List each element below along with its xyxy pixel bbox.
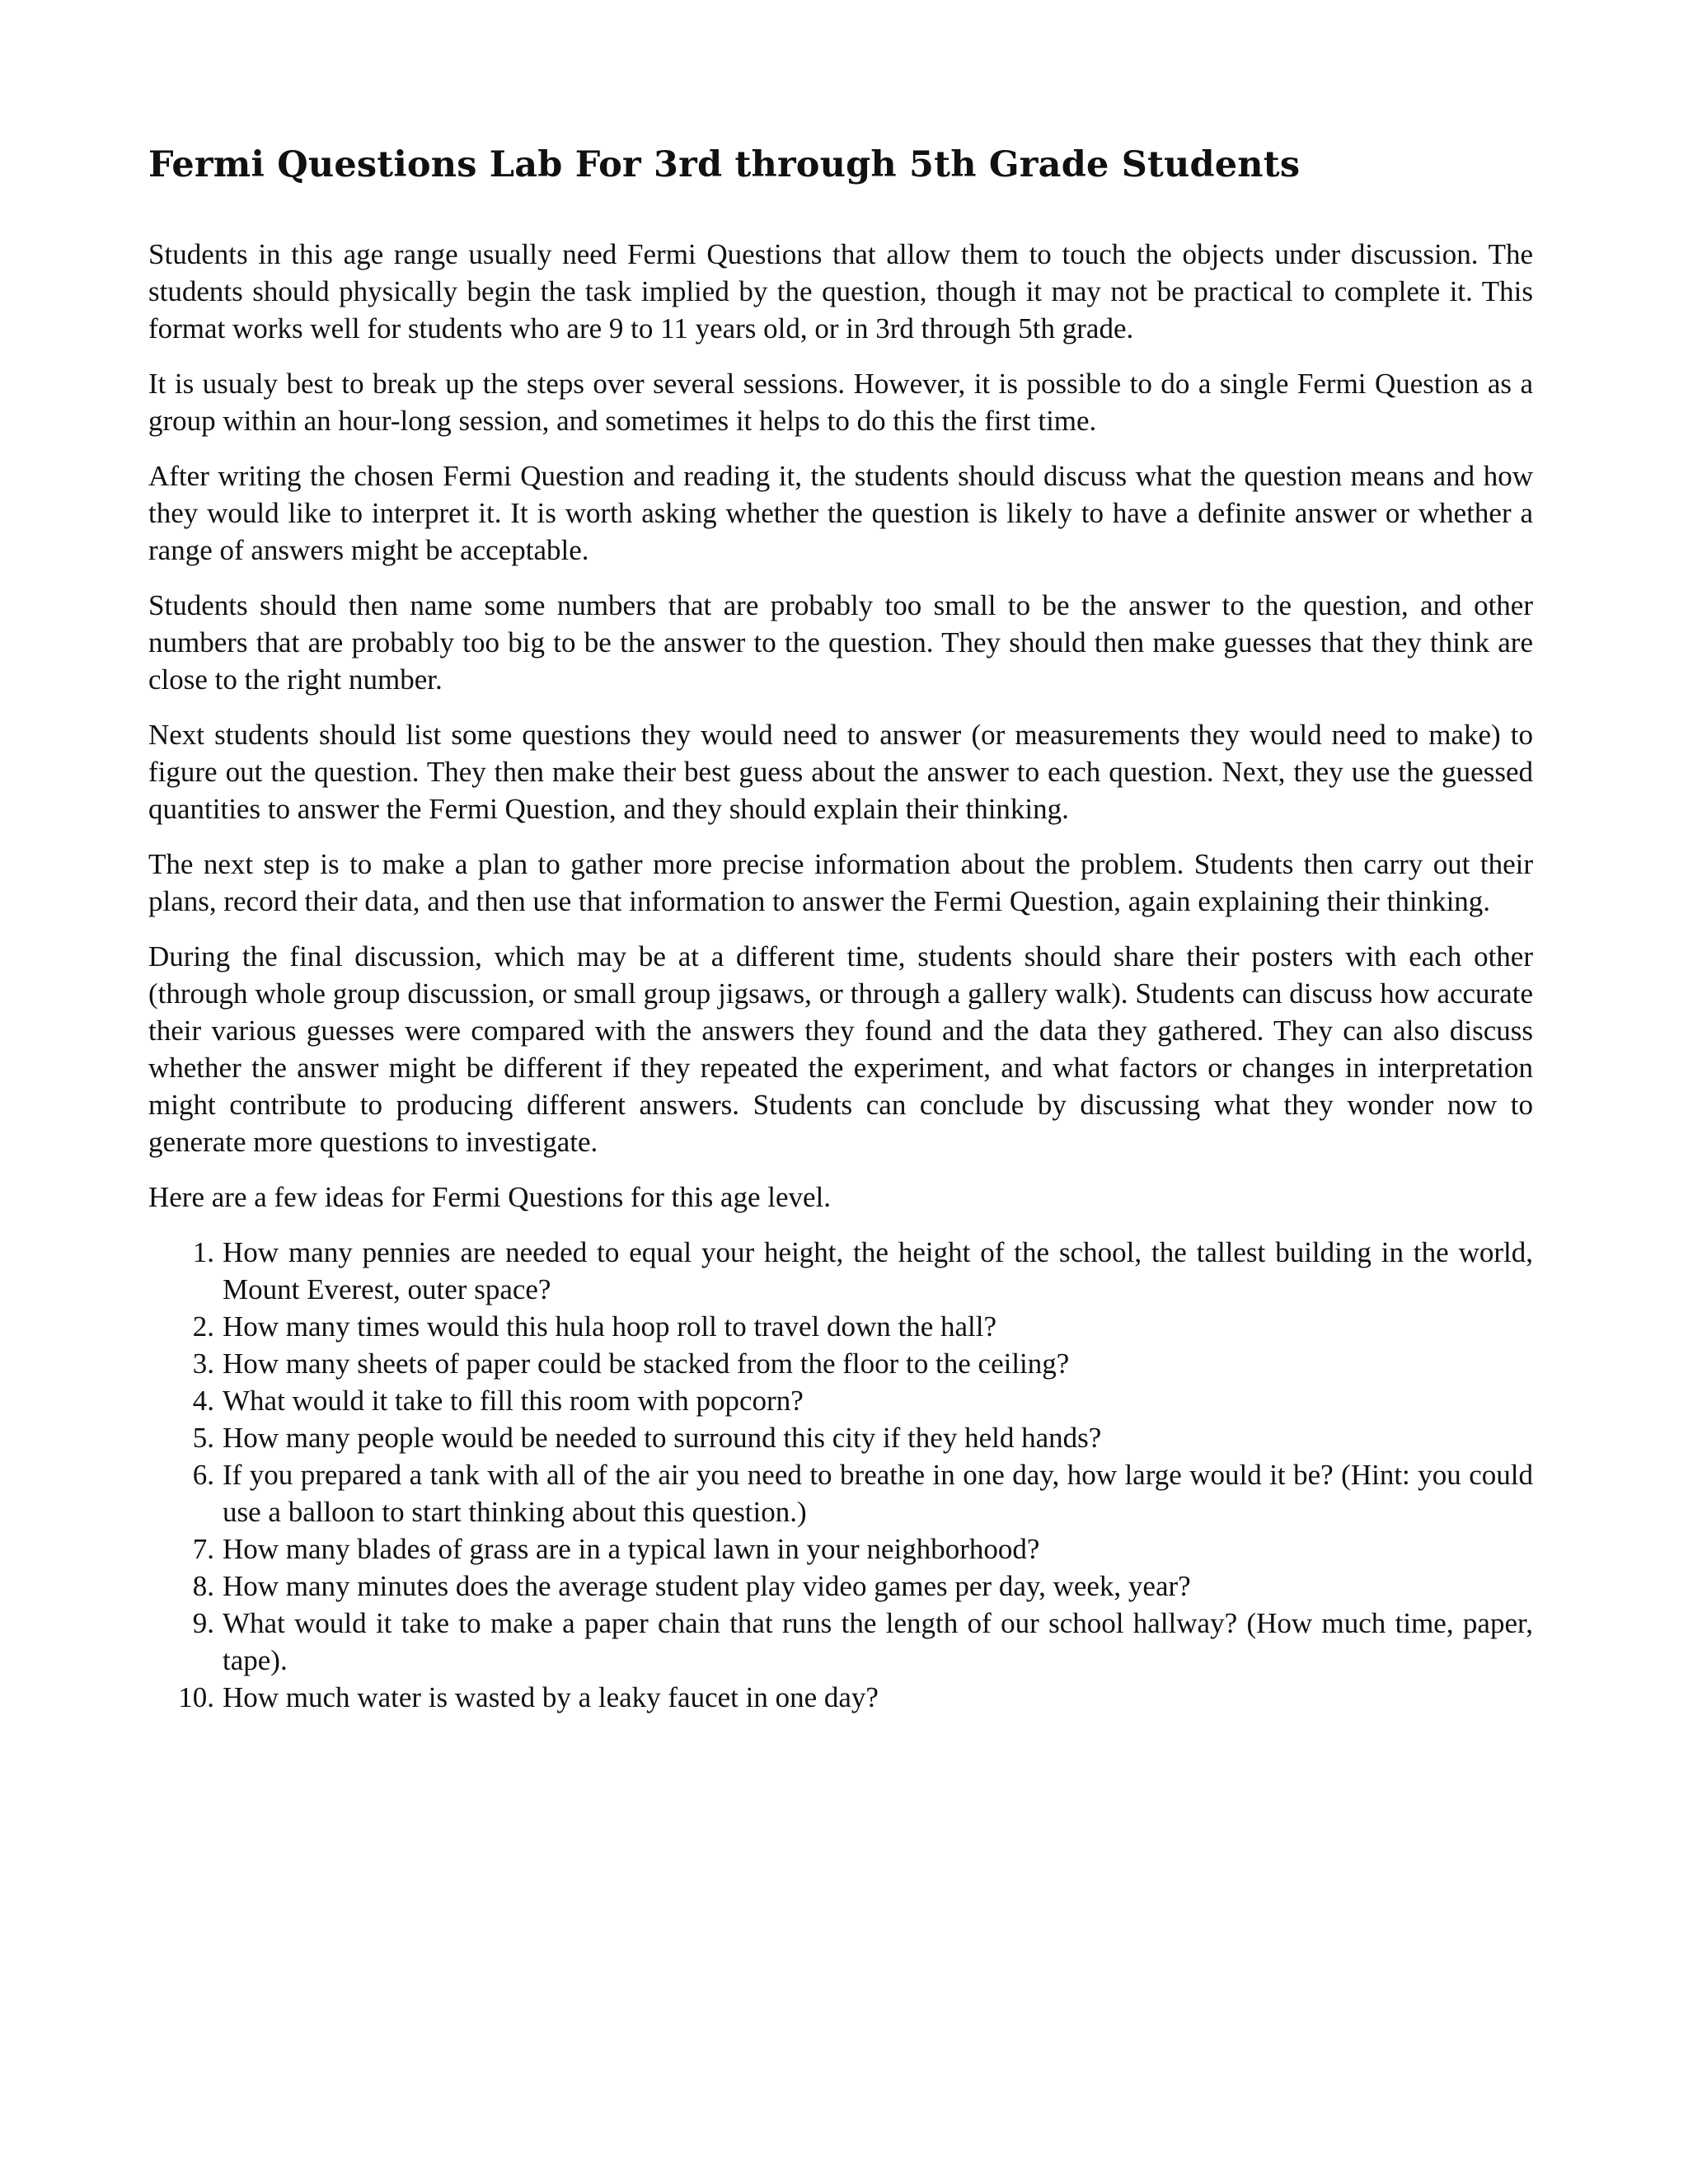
list-item xyxy=(192,1382,1533,1419)
list-item-number: 6. xyxy=(192,1459,214,1491)
list-item-text: How many pennies are needed to equal your height, the height of the school, the tallest building in the world, Mount Everest, outer space? xyxy=(223,1236,1533,1305)
list-item xyxy=(192,1456,1533,1530)
list-item xyxy=(192,1605,1533,1679)
paragraph: Students should then name some numbers that are probably too small to be the answer to the question, and other numbers that are probably too big to be the answer to the question. They should then make guesses that they think are close to the right number. xyxy=(148,589,1533,696)
paragraph: Here are a few ideas for Fermi Questions for this age level. xyxy=(148,1181,832,1213)
fermi-question-list xyxy=(148,1234,1533,1716)
list-item-text: How many sheets of paper could be stacked from the floor to the ceiling? xyxy=(223,1347,1070,1380)
list-item xyxy=(192,1234,1533,1308)
list-item xyxy=(178,1679,1533,1716)
list-item xyxy=(192,1419,1533,1456)
list-item-number: 2. xyxy=(192,1310,214,1343)
paragraph: After writing the chosen Fermi Question and reading it, the students should discuss what the question means and how they would like to interpret it. It is worth asking whether the question is likely to have a definite answer or whether a range of answers might be acceptable. xyxy=(148,460,1533,566)
list-item-text: How many times would this hula hoop roll to travel down the hall? xyxy=(223,1310,997,1343)
list-item-text: How many minutes does the average student play video games per day, week, year? xyxy=(223,1570,1191,1602)
list-item xyxy=(192,1568,1533,1605)
list-item-text: What would it take to make a paper chain that runs the length of our school hallway? (How much time, paper, tape). xyxy=(223,1607,1533,1676)
document-body xyxy=(148,236,1533,1716)
list-item-number: 10. xyxy=(178,1681,214,1713)
paragraph: During the final discussion, which may be at a different time, students should share their posters with each other (through whole group discussion, or small group jigsaws, or through a gallery walk). Students can discuss how accurate their various guesses were compared with the answers they found and the data they gathered. They can also discuss whether the answer might be different if they repeated the experiment, and what factors or changes in interpretation might contribute to producing different answers. Students can conclude by discussing what they wonder now to generate more questions to investigate. xyxy=(148,940,1533,1158)
list-item xyxy=(192,1308,1533,1345)
paragraph: Students in this age range usually need Fermi Questions that allow them to touch the objects under discussion. The students should physically begin the task implied by the question, though it may not be practical to complete it. This format works well for students who are 9 to 11 years old, or in 3rd through 5th grade. xyxy=(148,238,1533,344)
paragraph: The next step is to make a plan to gather more precise information about the problem. Students then carry out their plans, record their data, and then use that information to answer the Fermi Question, again explaining their thinking. xyxy=(148,848,1533,917)
document-title: Fermi Questions Lab For 3rd through 5th Grade Students xyxy=(148,144,1301,185)
list-item-text: How much water is wasted by a leaky faucet in one day? xyxy=(223,1681,879,1713)
list-item xyxy=(192,1345,1533,1382)
list-item-number: 4. xyxy=(192,1385,214,1417)
list-item-text: What would it take to fill this room with popcorn? xyxy=(223,1385,804,1417)
list-item xyxy=(192,1530,1533,1568)
list-item-number: 5. xyxy=(192,1422,214,1454)
list-item-number: 7. xyxy=(192,1533,214,1565)
paragraph: Next students should list some questions they would need to answer (or measurements they would need to make) to figure out the question. They then make their best guess about the answer to each question. Next, they use the guessed quantities to answer the Fermi Question, and they should explain their thinking. xyxy=(148,719,1533,825)
list-item-text: If you prepared a tank with all of the air you need to breathe in one day, how large would it be? (Hint: you could use a balloon to start thinking about this question.) xyxy=(223,1459,1533,1528)
list-item-number: 1. xyxy=(192,1236,214,1268)
list-item-text: How many people would be needed to surround this city if they held hands? xyxy=(223,1422,1102,1454)
list-item-number: 3. xyxy=(192,1347,214,1380)
list-item-text: How many blades of grass are in a typical lawn in your neighborhood? xyxy=(223,1533,1040,1565)
list-item-number: 9. xyxy=(192,1607,214,1639)
list-item-number: 8. xyxy=(192,1570,214,1602)
paragraph: It is usualy best to break up the steps over several sessions. However, it is possible to do a single Fermi Question as a group within an hour-long session, and sometimes it helps to do this the first time. xyxy=(148,368,1533,437)
